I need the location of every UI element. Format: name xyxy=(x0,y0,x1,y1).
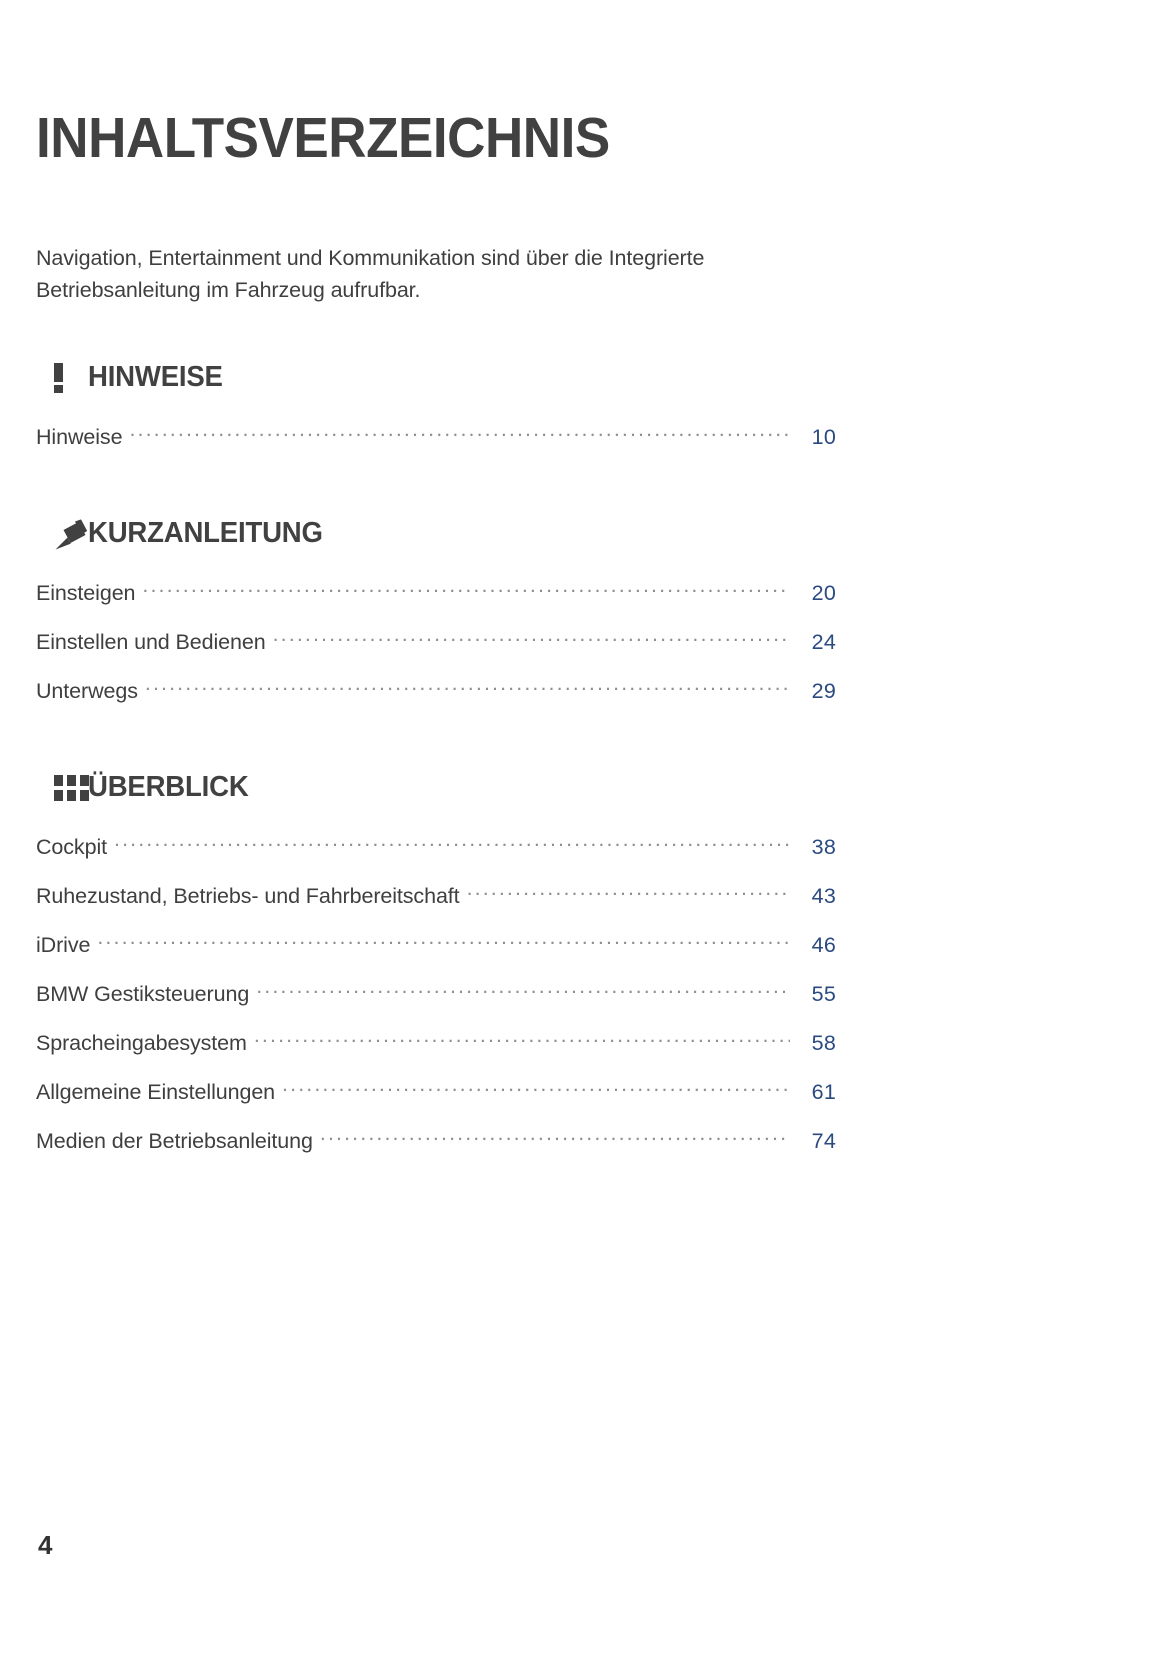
toc-entry-label: Einsteigen xyxy=(36,581,136,606)
toc-entry[interactable] xyxy=(36,654,836,703)
leader-dots xyxy=(97,931,790,953)
toc-entry[interactable] xyxy=(36,908,836,957)
toc-entry-page: 29 xyxy=(811,679,836,704)
toc-entry-label: BMW Gestiksteuerung xyxy=(36,982,250,1007)
leader-dots xyxy=(142,579,790,601)
leader-dots xyxy=(114,833,790,855)
toc-entry[interactable] xyxy=(36,401,836,449)
toc-entry-label: Hinweise xyxy=(36,425,123,450)
toc-entry-label: iDrive xyxy=(36,933,91,958)
toc-entry-label: Einstellen und Bedienen xyxy=(36,630,266,655)
section-heading-hinweise xyxy=(36,355,836,401)
section-title: KURZANLEITUNG xyxy=(88,517,323,550)
page-folio-number: 4 xyxy=(38,1530,53,1560)
pushpin-icon-glyph xyxy=(54,518,88,550)
toc-entry[interactable] xyxy=(36,557,836,605)
leader-dots xyxy=(256,980,790,1002)
leader-dots xyxy=(273,628,790,650)
toc-entry[interactable] xyxy=(36,1055,836,1104)
leader-dots xyxy=(145,677,790,699)
section-heading-ueberblick xyxy=(36,765,836,811)
page-content xyxy=(36,0,836,1153)
intro-paragraph: Navigation, Entertainment und Kommunikation sind über die Integrierte Betriebsanleitung im Fahrzeug aufrufbar. xyxy=(36,245,705,303)
pushpin-icon xyxy=(36,516,88,552)
section-kurzanleitung xyxy=(36,511,836,557)
toc-entry[interactable] xyxy=(36,957,836,1006)
exclamation-icon xyxy=(36,360,88,396)
toc-entry-page: 58 xyxy=(811,1031,836,1056)
toc-list-ueberblick xyxy=(36,811,836,1153)
toc-entry[interactable] xyxy=(36,605,836,654)
toc-entry[interactable] xyxy=(36,1104,836,1153)
toc-entry-label: Spracheingabesystem xyxy=(36,1031,247,1056)
section-heading-kurzanleitung xyxy=(36,511,836,557)
leader-dots xyxy=(129,423,790,445)
toc-list-hinweise xyxy=(36,401,836,449)
toc-entry-page: 74 xyxy=(811,1129,836,1154)
toc-entry-page: 10 xyxy=(811,425,836,450)
toc-entry[interactable] xyxy=(36,811,836,859)
leader-dots xyxy=(254,1029,790,1051)
toc-list-kurzanleitung xyxy=(36,557,836,703)
toc-entry-page: 38 xyxy=(811,835,836,860)
toc-entry-label: Medien der Betriebsanleitung xyxy=(36,1129,313,1154)
section-title: HINWEISE xyxy=(88,361,223,394)
toc-entry-page: 46 xyxy=(811,933,836,958)
toc-entry-page: 43 xyxy=(811,884,836,909)
section-title: ÜBERBLICK xyxy=(88,771,249,804)
exclamation-icon-glyph xyxy=(54,363,63,393)
page-title: INHALTSVERZEICHNIS xyxy=(36,106,610,170)
toc-entry-page: 55 xyxy=(811,982,836,1007)
toc-entry-page: 24 xyxy=(811,630,836,655)
toc-entry-page: 61 xyxy=(811,1080,836,1105)
toc-entry-label: Ruhezustand, Betriebs- und Fahrbereitschaft xyxy=(36,884,460,909)
leader-dots xyxy=(282,1078,790,1100)
leader-dots xyxy=(467,882,790,904)
toc-entry-label: Allgemeine Einstellungen xyxy=(36,1080,276,1105)
section-hinweise xyxy=(36,355,836,401)
leader-dots xyxy=(320,1127,790,1149)
toc-entry[interactable] xyxy=(36,1006,836,1055)
toc-entry[interactable] xyxy=(36,859,836,908)
grid-icon xyxy=(36,770,88,806)
section-ueberblick xyxy=(36,765,836,811)
grid-icon-glyph xyxy=(54,775,89,801)
toc-entry-label: Cockpit xyxy=(36,835,107,860)
toc-entry-label: Unterwegs xyxy=(36,679,138,704)
toc-entry-page: 20 xyxy=(811,581,836,606)
